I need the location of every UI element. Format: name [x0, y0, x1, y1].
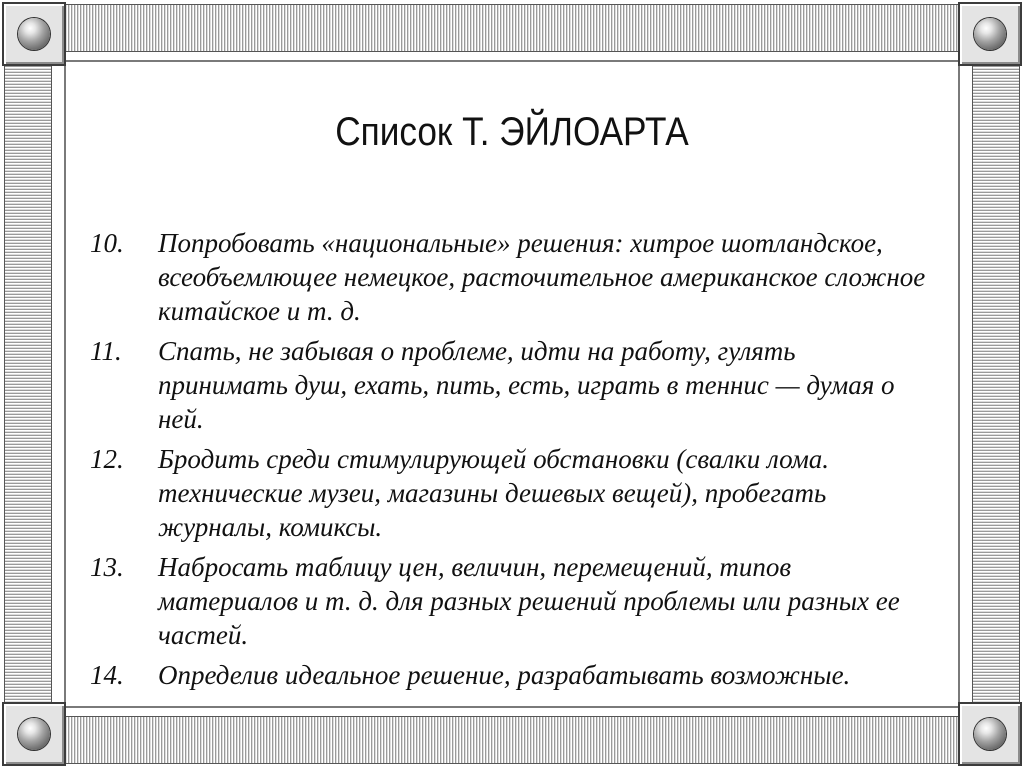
frame-corner-bottom-right [958, 702, 1022, 766]
list-item [90, 550, 930, 652]
frame-corner-bottom-left [2, 702, 66, 766]
metal-knob-icon [974, 718, 1006, 750]
list-item-number: 13. [90, 552, 124, 582]
list-item-text: Набросать таблицу цен, величин, перемещений, типов материалов и т. д. для разных решений проблемы или разных ее частей. [158, 552, 900, 650]
list-item [90, 442, 930, 544]
list-item [90, 226, 930, 328]
list-item-number: 10. [90, 228, 124, 258]
frame-right-bar [972, 60, 1020, 708]
metal-knob-icon [18, 718, 50, 750]
frame-corner-top-left [2, 2, 66, 66]
list-item-text: Определив идеальное решение, разрабатывать возможные. [158, 660, 851, 690]
list-item-text: Спать, не забывая о проблеме, идти на работу, гулять принимать душ, ехать, пить, есть, играть в теннис — думая о ней. [158, 336, 895, 434]
list-item-text: Попробовать «национальные» решения: хитрое шотландское, всеобъемлющее немецкое, расточительное американское сложное китайское и т. д. [158, 228, 926, 326]
list-item-number: 14. [90, 660, 124, 690]
frame-left-bar [4, 60, 52, 708]
list-item [90, 334, 930, 436]
list-item [90, 658, 930, 692]
list-item-text: Бродить среди стимулирующей обстановки (свалки лома. технические музеи, магазины дешевых вещей), пробегать журналы, комиксы. [158, 444, 830, 542]
frame-top-bar [60, 4, 964, 52]
slide-title: Список Т. ЭЙЛОАРТА [335, 110, 689, 154]
metal-knob-icon [974, 18, 1006, 50]
frame-bottom-bar [60, 716, 964, 764]
list-item-number: 12. [90, 444, 124, 474]
numbered-list [90, 226, 930, 698]
list-item-number: 11. [90, 336, 122, 366]
metal-knob-icon [18, 18, 50, 50]
frame-corner-top-right [958, 2, 1022, 66]
